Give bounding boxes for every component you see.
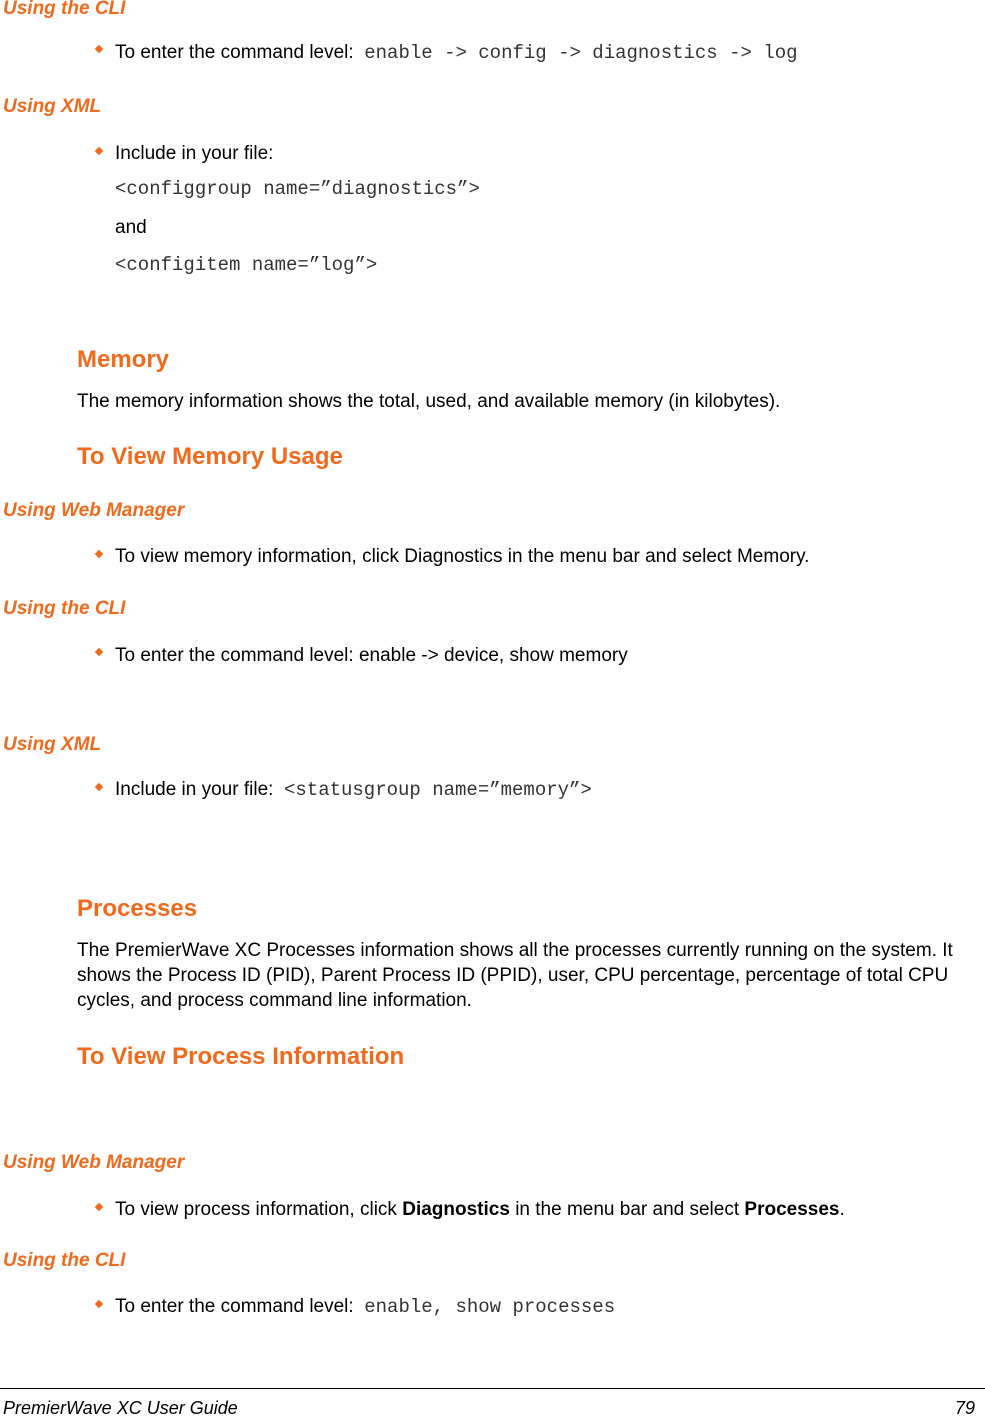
connector-text: and (115, 217, 147, 238)
bullet-text: To view process information, click (115, 1199, 403, 1220)
section-label-web: Using Web Manager (3, 500, 185, 521)
bullet-text: in the menu bar and select (509, 1199, 745, 1220)
footer-divider (0, 1388, 985, 1389)
bold-term: Processes (744, 1199, 840, 1220)
section-label-web: Using Web Manager (3, 1152, 185, 1173)
diamond-bullet-icon (95, 147, 103, 155)
paragraph: The memory information shows the total, used, and available memory (in kilobytes). (77, 391, 781, 412)
diamond-bullet-icon (95, 45, 103, 53)
code-snippet: <configgroup name=”diagnostics”> (115, 178, 480, 200)
diamond-bullet-icon (95, 783, 103, 791)
diamond-bullet-icon (95, 648, 103, 656)
bold-term: Diagnostics (402, 1199, 510, 1220)
diamond-bullet-icon (95, 1203, 103, 1211)
bullet-item (115, 779, 592, 801)
footer-title: PremierWave XC User Guide (3, 1398, 238, 1418)
bullet-text: Include in your file: (115, 779, 274, 800)
section-label-cli: Using the CLI (3, 598, 126, 619)
heading-view-process: To View Process Information (77, 1043, 405, 1070)
code-snippet: enable -> config -> diagnostics -> log (364, 42, 798, 64)
code-snippet: <statusgroup name=”memory”> (283, 779, 592, 801)
bullet-item (115, 1296, 615, 1318)
paragraph: The PremierWave XC Processes information shows all the processes currently running on the system. It shows the Process ID (PID), Parent Process ID (PPID), user, CPU percentage, percentage of total CPU cycles, and process command line information. (77, 940, 953, 1011)
bullet-text: To view memory information, click Diagnostics in the menu bar and select Memory. (115, 546, 810, 567)
code-snippet: <configitem name=”log”> (115, 254, 378, 276)
section-label-cli: Using the CLI (3, 1250, 126, 1271)
bullet-text: Include in your file: (115, 143, 274, 164)
section-label-xml: Using XML (3, 734, 102, 755)
heading-view-memory: To View Memory Usage (77, 443, 343, 470)
diamond-bullet-icon (95, 550, 103, 558)
bullet-text: To enter the command level: enable -> device, show memory (115, 645, 628, 666)
bullet-text: To enter the command level: (115, 1296, 354, 1317)
heading-processes: Processes (77, 895, 198, 922)
code-snippet: enable, show processes (364, 1296, 616, 1318)
section-label-cli: Using the CLI (3, 0, 126, 19)
bullet-item (115, 42, 798, 64)
bullet-text: To enter the command level: (115, 42, 354, 63)
heading-memory: Memory (77, 346, 170, 373)
page-number: 79 (954, 1398, 975, 1418)
bullet-item (115, 1199, 845, 1221)
bullet-text: . (839, 1199, 845, 1220)
section-label-xml: Using XML (3, 96, 102, 117)
diamond-bullet-icon (95, 1300, 103, 1308)
